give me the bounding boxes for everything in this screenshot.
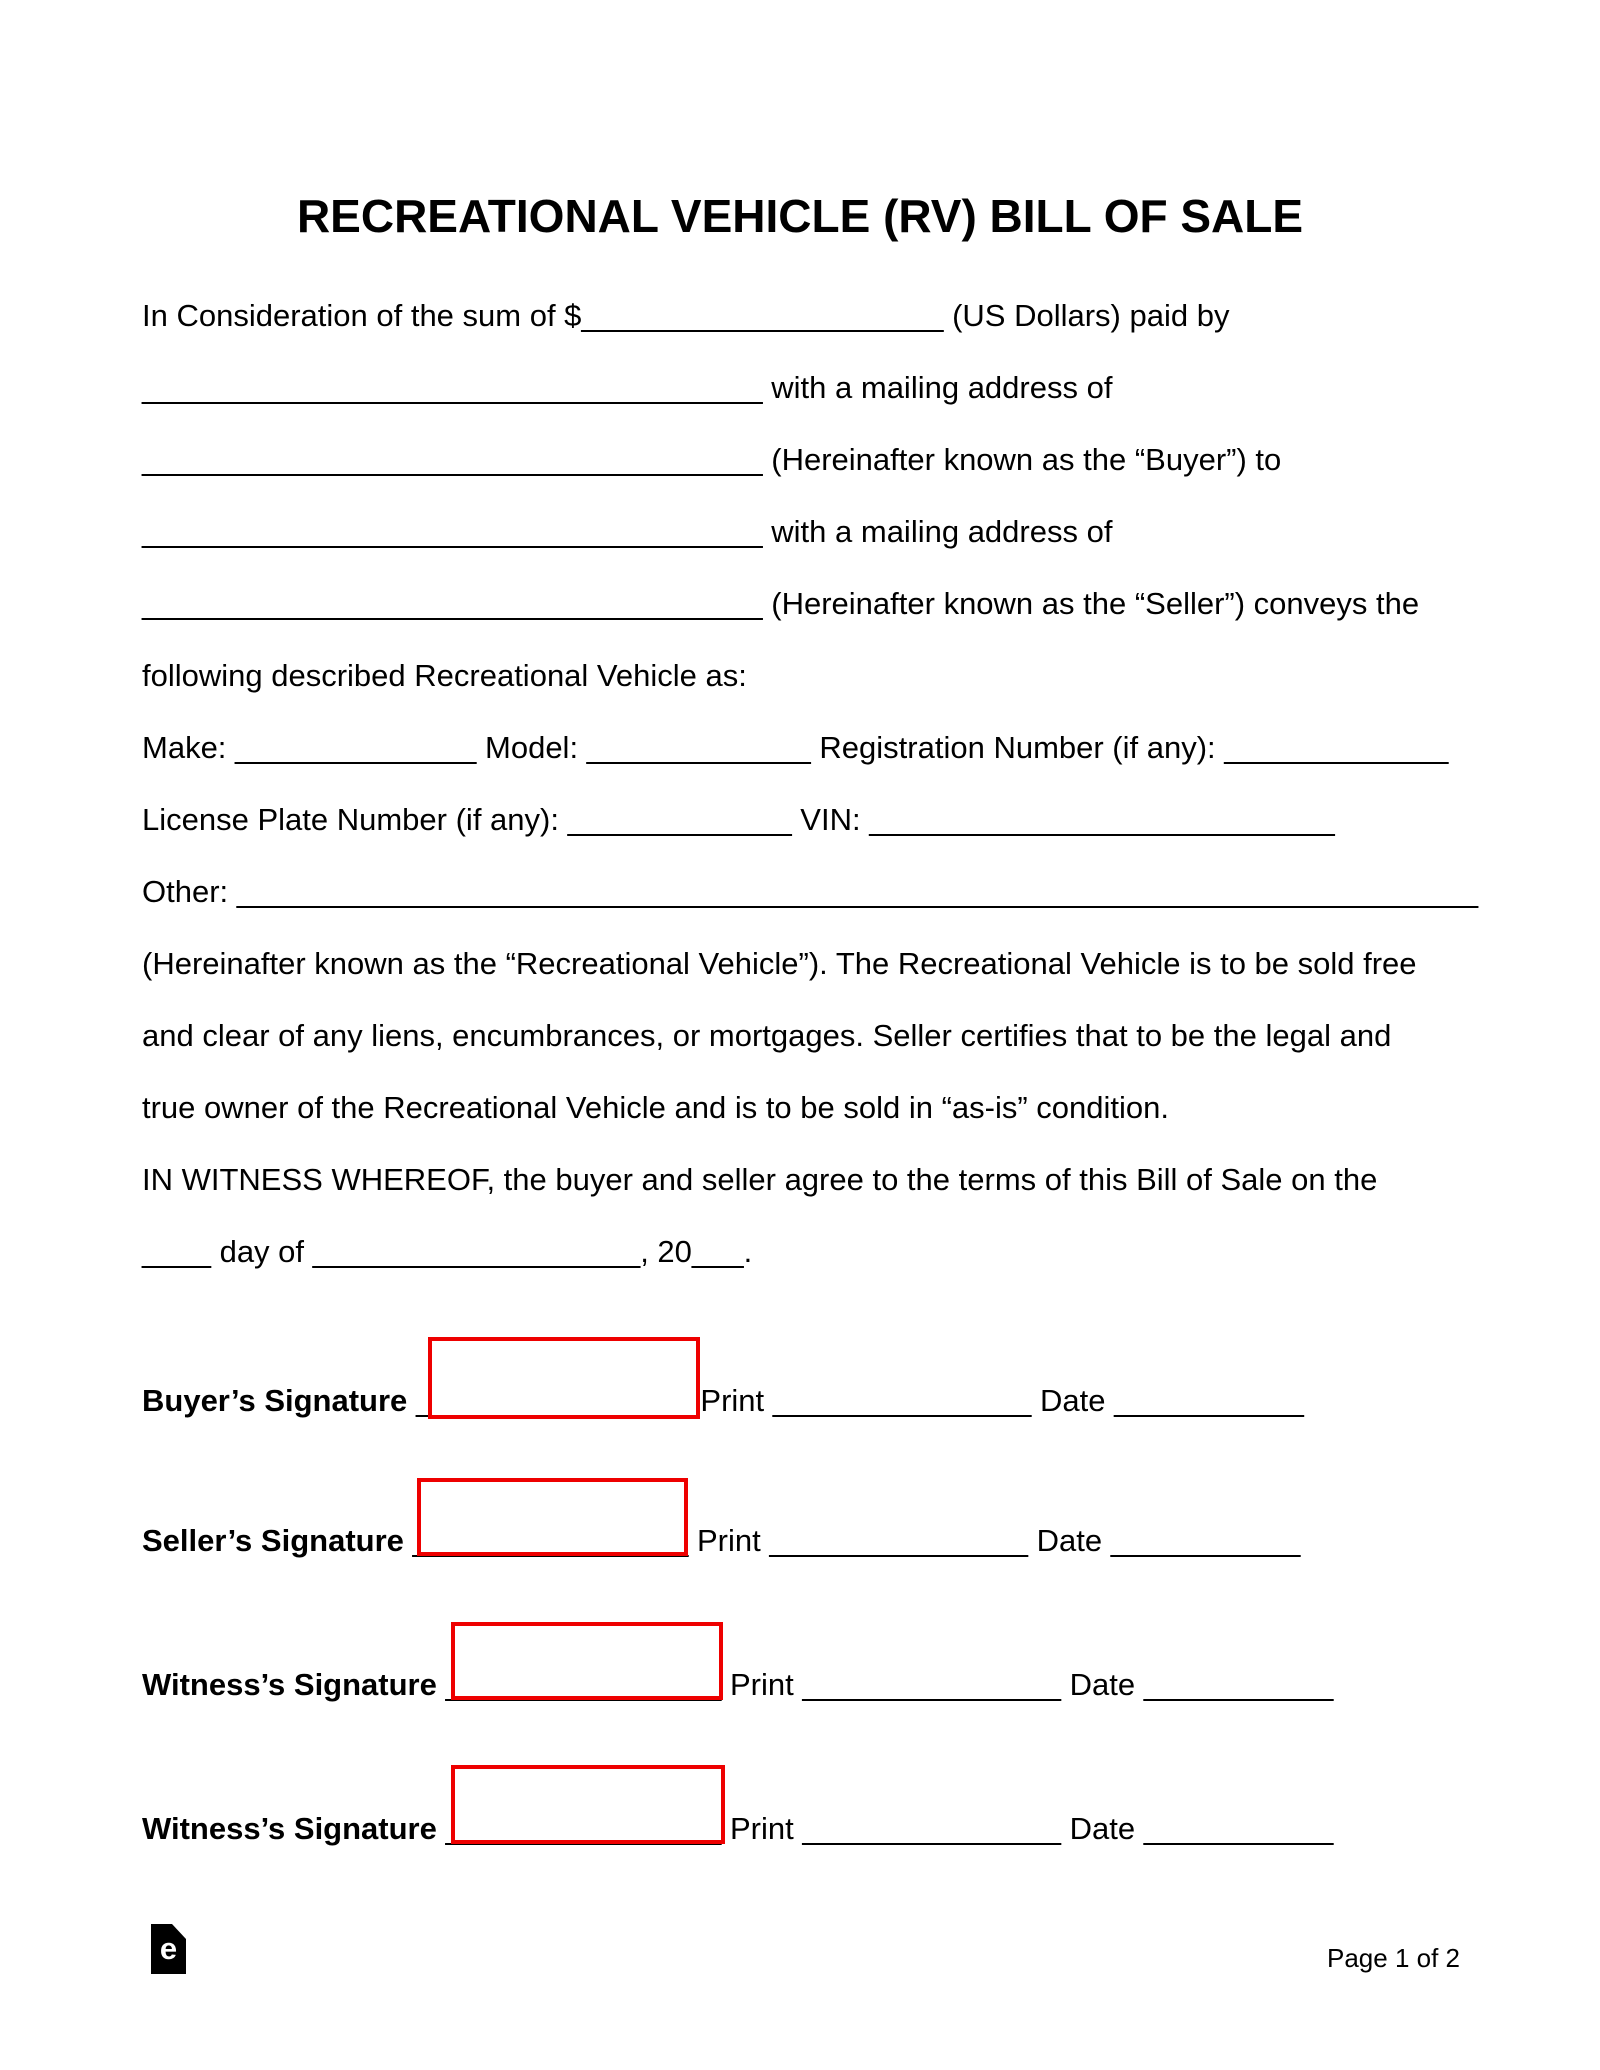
page-number: Page 1 of 2 [1327,1943,1460,1973]
signature-row-witness-1 [142,1667,1333,1703]
witness1-date-line: ___________ [1143,1667,1334,1702]
witness2-print-line: _______________ [802,1811,1061,1846]
buyer-date-label: Date [1040,1383,1106,1418]
signature-row-buyer [142,1383,1304,1419]
body-line-seller-name: ____________________________________ with a mailing address of [142,514,1113,549]
signature-row-seller [142,1523,1300,1559]
body-line-buyer-name: ____________________________________ with a mailing address of [142,370,1113,405]
buyer-signature-label: Buyer’s Signature [142,1383,408,1418]
witness1-print-label: Print [729,1667,794,1702]
body-line-other: Other: ________________________________________________________________________ [142,874,1479,909]
signature-box[interactable] [428,1337,700,1419]
seller-print-label: Print [697,1523,761,1558]
buyer-date-line: ___________ [1114,1383,1304,1418]
witness2-date-line: ___________ [1143,1811,1334,1846]
body-line-witness-whereof: IN WITNESS WHEREOF, the buyer and seller agree to the terms of this Bill of Sale on the [142,1162,1378,1197]
signature-box[interactable] [451,1765,725,1844]
body-line-date-blank: ____ day of ___________________, 20___. [142,1234,753,1269]
witness1-date-label: Date [1069,1667,1136,1702]
witness2-print-label: Print [729,1811,794,1846]
logo-letter: e [159,1931,178,1966]
signature-row-witness-2 [142,1811,1333,1847]
buyer-print-line: _______________ [772,1383,1032,1418]
witness2-date-label: Date [1069,1811,1136,1846]
body-line-true-owner: true owner of the Recreational Vehicle and is to be sold in “as-is” condition. [142,1090,1170,1125]
body-line-plate-vin: License Plate Number (if any): _____________ VIN: ___________________________ [142,802,1335,837]
body-line-following-described: following described Recreational Vehicle as: [142,658,747,693]
buyer-signature-line: ________________ [415,1383,692,1418]
seller-signature-label: Seller’s Signature [142,1523,404,1558]
witness2-signature-line: ________________ [445,1811,722,1846]
signature-box[interactable] [451,1622,723,1700]
document-body [142,280,1479,1288]
body-line-hereinafter-vehicle: (Hereinafter known as the “Recreational Vehicle”). The Recreational Vehicle is to be sold free [142,946,1417,981]
body-line-seller-address: ____________________________________ (Hereinafter known as the “Seller”) conveys the [142,586,1420,621]
witness1-print-line: _______________ [802,1667,1061,1702]
seller-date-label: Date [1036,1523,1103,1558]
witness2-signature-label: Witness’s Signature [142,1811,437,1846]
seller-date-line: ___________ [1110,1523,1301,1558]
seller-signature-line: ________________ [412,1523,689,1558]
eforms-logo-icon [151,1924,186,1974]
document-title: RECREATIONAL VEHICLE (RV) BILL OF SALE [296,190,1304,242]
body-line-make-model-registration: Make: ______________ Model: _____________ Registration Number (if any): _____________ [142,730,1449,765]
witness1-signature-line: ________________ [445,1667,722,1702]
body-line-consideration: In Consideration of the sum of $_____________________ (US Dollars) paid by [142,298,1230,333]
body-line-buyer-address: ____________________________________ (Hereinafter known as the “Buyer”) to [142,442,1282,477]
body-line-liens: and clear of any liens, encumbrances, or mortgages. Seller certifies that to be the legal and [142,1018,1392,1053]
signature-box[interactable] [417,1478,688,1556]
buyer-print-label: Print [700,1383,765,1418]
witness1-signature-label: Witness’s Signature [142,1667,437,1702]
seller-print-line: _______________ [769,1523,1028,1558]
